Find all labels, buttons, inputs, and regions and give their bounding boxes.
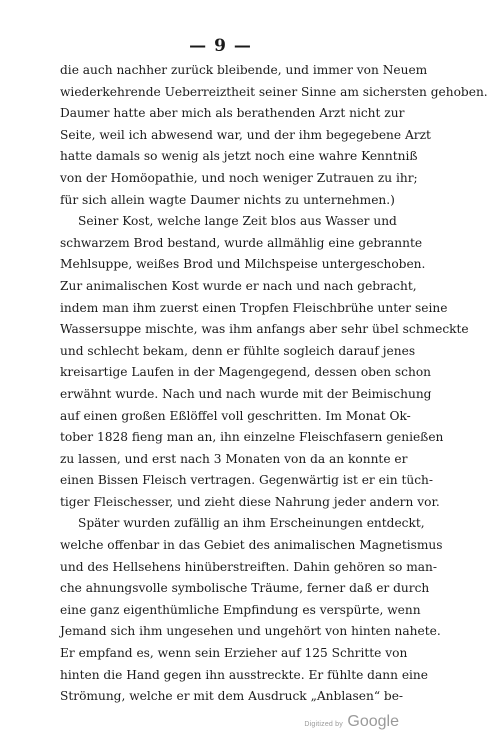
text-line: welche offenbar in das Gebiet des animalischen Magnetismus xyxy=(60,538,443,553)
text-line: die auch nachher zurück bleibende, und immer von Neuem xyxy=(60,63,428,77)
text-line: indem man ihm zuerst einen Tropfen Fleischbrühe unter seine xyxy=(60,300,448,315)
text-line: einen Bissen Fleisch vertragen. Gegenwärtig ist er ein tüch- xyxy=(60,473,434,488)
text-line: Jemand sich ihm ungesehen und ungehört von hinten nahete. xyxy=(60,624,441,639)
text-line: wiederkehrende Ueberreiztheit seiner Sinne am sichersten gehoben. xyxy=(60,84,488,99)
text-line: hinten die Hand gegen ihn ausstreckte. Er fühlte dann eine xyxy=(60,667,428,682)
text-line: Strömung, welche er mit dem Ausdruck „Anblasen“ be- xyxy=(60,689,404,704)
text-line: che ahnungsvolle symbolische Träume, ferner daß er durch xyxy=(60,581,430,596)
text-line: schwarzem Brod bestand, wurde allmählig eine gebrannte xyxy=(60,235,423,250)
text-line: Er empfand es, wenn sein Erzieher auf 125 Schritte von xyxy=(60,646,408,661)
text-line: Seite, weil ich abwesend war, und der ihm begegebene Arzt xyxy=(60,127,431,142)
text-line: Daumer hatte aber mich als berathenden Arzt nicht zur xyxy=(60,106,405,121)
text-line: eine ganz eigenthümliche Empfindung es verspürte, wenn xyxy=(60,602,421,617)
text-line: Wassersuppe mischte, was ihm anfangs aber sehr übel schmeckte xyxy=(60,322,469,337)
text-line: tiger Fleischesser, und zieht diese Nahrung jeder andern vor. xyxy=(60,494,440,509)
text-line: für sich allein wagte Daumer nichts zu unternehmen.) xyxy=(60,192,395,207)
text-line: Zur animalischen Kost wurde er nach und nach gebracht, xyxy=(60,278,417,293)
google-logo: Google xyxy=(347,713,399,730)
text-line: Mehlsuppe, weißes Brod und Milchspeise untergeschoben. xyxy=(60,257,426,272)
text-line: von der Homöopathie, und noch weniger Zutrauen zu ihr; xyxy=(60,170,418,185)
text-line: Später wurden zufällig an ihm Erscheinungen entdeckt, xyxy=(78,516,425,531)
text-line: zu lassen, und erst nach 3 Monaten von da an konnte er xyxy=(60,451,408,466)
text-line: und des Hellsehens hinüberstreiften. Dahin gehören so man- xyxy=(60,559,437,574)
body-text xyxy=(60,60,488,708)
text-line: tober 1828 fieng man an, ihn einzelne Fleischfasern genießen xyxy=(60,430,444,445)
digitized-watermark xyxy=(304,713,399,731)
text-line: hatte damals so wenig als jetzt noch eine wahre Kenntniß xyxy=(60,149,418,164)
text-line: kreisartige Laufen in der Magengegend, dessen oben schon xyxy=(60,365,432,380)
text-line: erwähnt wurde. Nach und nach wurde mit der Beimischung xyxy=(60,386,432,401)
watermark-prefix: Digitized by xyxy=(304,721,343,728)
text-line: auf einen großen Eßlöffel voll geschritten. Im Monat Ok- xyxy=(60,408,411,423)
page-number: — 9 — xyxy=(189,36,252,56)
text-line: Seiner Kost, welche lange Zeit blos aus Wasser und xyxy=(78,214,397,229)
text-line: und schlecht bekam, denn er fühlte sogleich darauf jenes xyxy=(60,343,416,358)
